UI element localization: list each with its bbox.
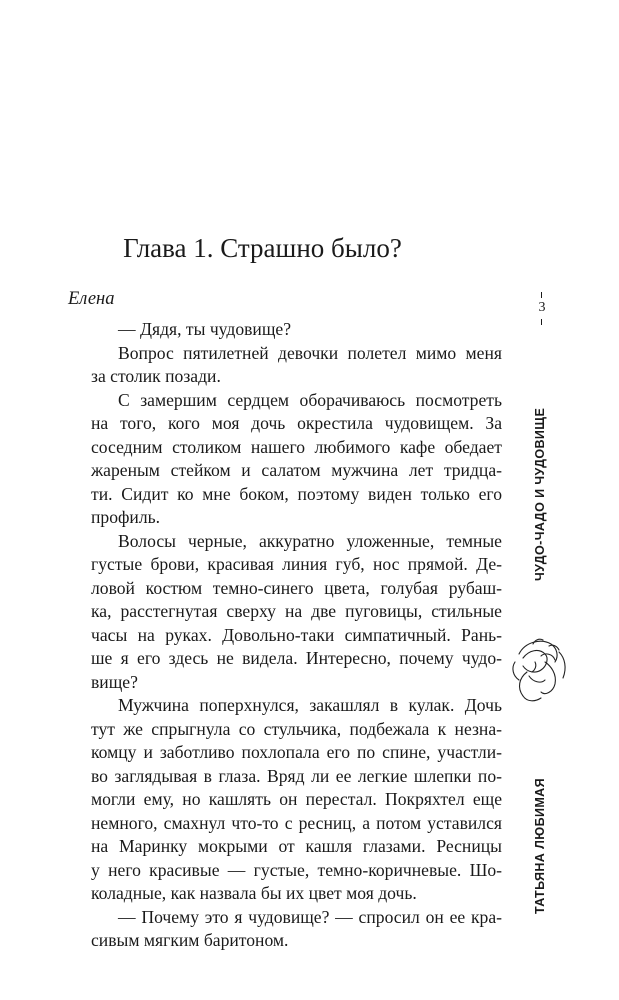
body-text [91, 318, 502, 953]
text-line: немного, смахнул что-то с ресниц, а потом уставился [91, 812, 502, 833]
chapter-pov-name: Елена [68, 289, 115, 309]
text-line: вище? [91, 671, 138, 692]
text-line: ше я его здесь не видела. Интересно, почему чудо- [91, 648, 502, 668]
text-line: Волосы черные, аккуратно уложенные, темные [118, 530, 502, 551]
text-line: ловой костюм темно-синего цвета, голубая рубаш- [91, 577, 502, 598]
chapter-title: Глава 1. Страшно было? [123, 233, 402, 263]
line-art-couple-icon [505, 632, 577, 712]
text-line: Вопрос пятилетней девочки полетел мимо меня [118, 342, 502, 363]
text-line: ка, расстегнутая сверху на две пуговицы, стильные [91, 601, 502, 621]
text-line: могли ему, но кашлять он перестал. Покряхтел еще [91, 789, 502, 809]
running-head-book-title: ЧУДО-ЧАДО И ЧУДОВИЩЕ [533, 407, 547, 581]
text-line: ти. Сидит ко мне боком, поэтому виден только его [91, 483, 502, 504]
page-number-rule-bottom [541, 319, 542, 325]
running-head-author: ТАТЬЯНА ЛЮБИМАЯ [533, 778, 547, 914]
text-line: у него красивые — густые, темно-коричневые. Шо- [91, 859, 502, 880]
text-line: сивым мягким баритоном. [91, 930, 289, 950]
text-line: на Маринку мокрыми от кашля глазами. Ресницы [91, 836, 502, 856]
text-line: жареным стейком и салатом мужчина лет тридца- [91, 460, 502, 480]
text-line: коладные, как назвала бы их цвет моя дочь. [91, 883, 417, 903]
text-line: за столик позади. [91, 366, 221, 386]
text-line: густые брови, красивая линия губ, нос прямой. Де- [91, 554, 502, 574]
text-line: Мужчина поперхнулся, закашлял в кулак. Дочь [118, 695, 502, 715]
text-line: тут же спрыгнула со стульчика, подбежала к незна- [91, 718, 502, 739]
text-line: С замершим сердцем оборачиваюсь посмотреть [118, 389, 502, 410]
text-line: соседним столиком нашего любимого кафе обедает [91, 436, 502, 457]
text-line: на того, кого моя дочь окрестила чудовищем. За [91, 413, 502, 433]
page-number: 3 [538, 300, 546, 315]
text-line: — Почему это я чудовище? — спросил он ее кра- [118, 906, 502, 927]
text-line: часы на руках. Довольно-таки симпатичный. Рань- [91, 624, 502, 645]
text-line: профиль. [91, 507, 161, 527]
text-line: — Дядя, ты чудовище? [118, 319, 292, 339]
text-line: комцу и заботливо похлопала его по спине, участли- [91, 742, 502, 762]
text-line: во заглядывая в глаза. Вряд ли ее легкие шлепки по- [91, 765, 502, 786]
